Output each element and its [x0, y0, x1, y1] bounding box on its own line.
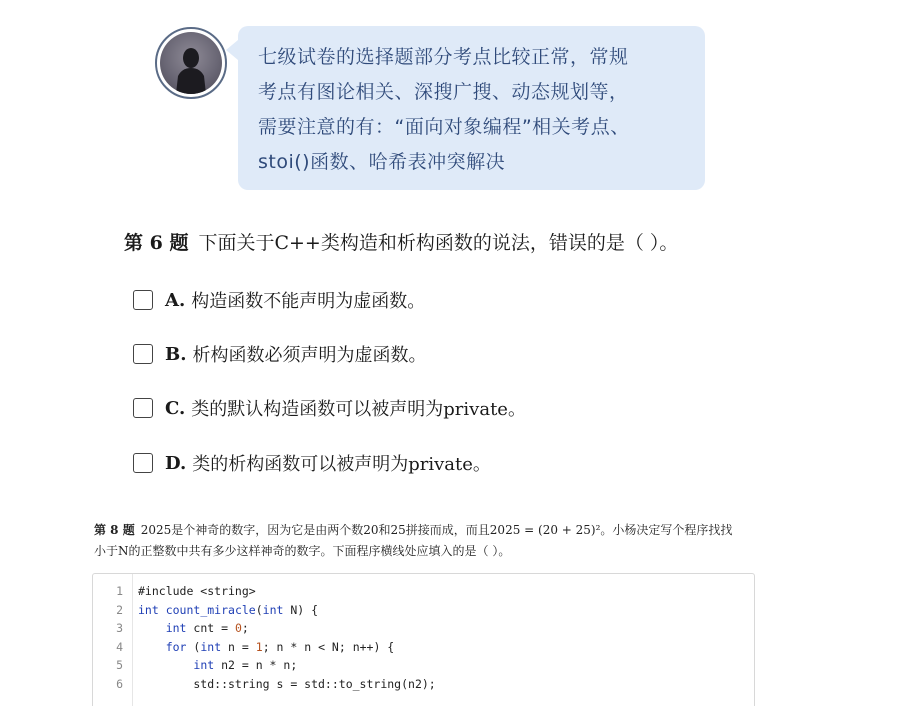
- code-token: int: [200, 639, 222, 654]
- code-token: n =: [221, 639, 256, 654]
- code-token: (: [186, 639, 201, 654]
- person-silhouette-icon: [160, 32, 222, 94]
- avatar-image: [160, 32, 222, 94]
- question-text: 2025是个神奇的数字，因为它是由两个数20和25拼接而成，而且2025 = (20 + 25)²。小杨决定写个程序找找: [140, 523, 733, 537]
- checkbox[interactable]: [133, 290, 153, 310]
- code-token: #include <string>: [138, 584, 256, 598]
- line-number: 6: [116, 676, 123, 691]
- option-d[interactable]: [133, 449, 491, 477]
- option-c[interactable]: [133, 394, 526, 422]
- code-token: [138, 640, 166, 654]
- checkbox[interactable]: [133, 398, 153, 418]
- option-label: B.: [165, 343, 187, 365]
- code-line: [93, 582, 754, 601]
- code-token: std::string s = std::to_string(n2);: [138, 676, 436, 691]
- question-8-stem-line2: [94, 542, 510, 560]
- line-number: 3: [116, 621, 123, 635]
- option-a[interactable]: [133, 286, 425, 314]
- code-token: N) {: [283, 602, 319, 617]
- note-bubble: [238, 26, 705, 190]
- question-text: 小于N的正整数中共有多少这样神奇的数字。下面程序横线处应填入的是（ ）。: [94, 544, 511, 558]
- code-token: [138, 621, 166, 635]
- option-text: 类的默认构造函数可以被声明为private。: [191, 399, 526, 420]
- code-line: [93, 601, 754, 620]
- code-line: [93, 675, 754, 694]
- question-6-stem: [124, 229, 678, 257]
- code-line: [93, 638, 754, 657]
- code-token: 0: [234, 621, 242, 635]
- note-line: stoi()函数、哈希表冲突解决: [258, 151, 506, 173]
- code-token: int: [138, 602, 166, 617]
- question-text: 下面关于C++类构造和析构函数的说法，错误的是（ ）。: [198, 232, 679, 254]
- code-lines: [93, 582, 754, 693]
- code-token: int: [262, 602, 284, 617]
- code-token: n2 = n * n;: [214, 658, 298, 672]
- code-token: ;: [241, 621, 249, 635]
- code-token: count_miracle: [165, 602, 256, 617]
- line-number: 5: [116, 658, 123, 672]
- line-number: 1: [116, 584, 123, 598]
- option-label: C.: [165, 397, 186, 419]
- note-line: 考点有图论相关、深搜广搜、动态规划等，: [258, 81, 629, 103]
- question-number: 第 6 题: [124, 232, 189, 254]
- code-token: int: [165, 621, 187, 635]
- option-text: 构造函数不能声明为虚函数。: [191, 291, 426, 312]
- option-label: A.: [165, 289, 186, 311]
- code-line: [93, 656, 754, 675]
- line-number: 4: [116, 639, 123, 654]
- code-token: for: [165, 639, 187, 654]
- note-line: 需要注意的有：“面向对象编程”相关考点、: [258, 116, 630, 138]
- option-text: 析构函数必须声明为虚函数。: [192, 345, 427, 366]
- code-line: [93, 619, 754, 638]
- code-token: ; n * n < N; n++) {: [262, 639, 395, 654]
- code-block: [92, 573, 755, 706]
- checkbox[interactable]: [133, 344, 153, 364]
- question-number: 第 8 题: [94, 523, 135, 537]
- question-8-stem: [94, 521, 732, 539]
- code-token: [138, 658, 193, 672]
- line-number: 2: [116, 602, 123, 617]
- code-token: (: [255, 602, 263, 617]
- option-b[interactable]: [133, 340, 426, 368]
- code-token: cnt =: [186, 621, 235, 635]
- code-token: int: [193, 658, 215, 672]
- checkbox[interactable]: [133, 453, 153, 473]
- code-token: 1: [255, 639, 263, 654]
- option-label: D.: [165, 452, 187, 474]
- option-text: 类的析构函数可以被声明为private。: [192, 454, 491, 475]
- avatar: [155, 27, 227, 99]
- note-line: 七级试卷的选择题部分考点比较正常，常规: [258, 46, 629, 68]
